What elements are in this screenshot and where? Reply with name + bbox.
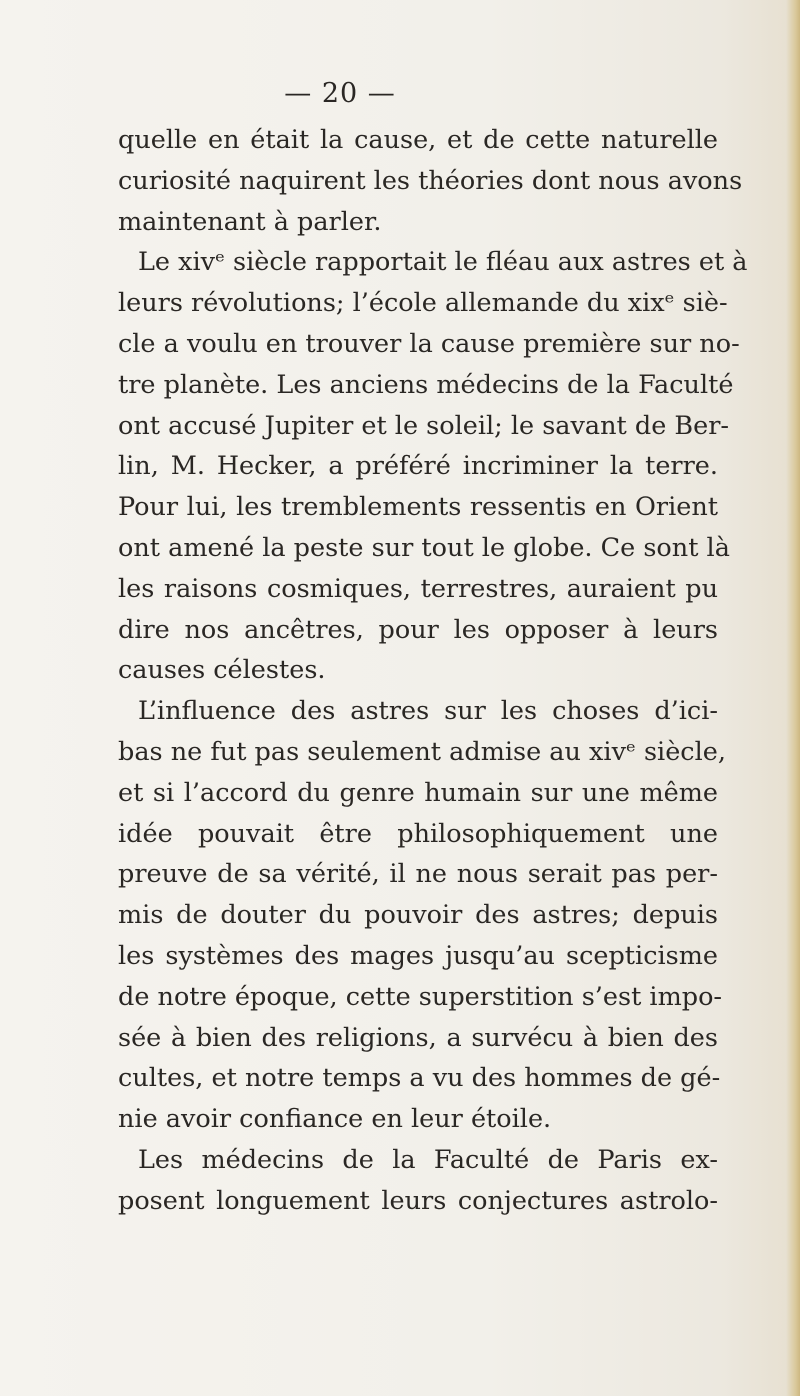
text-line: dire nos ancêtres, pour les opposer à leurs <box>118 614 718 645</box>
text-line: L’influence des astres sur les choses d’ici- <box>138 696 718 727</box>
text-line: mis de douter du pouvoir des astres; depuis <box>118 900 718 931</box>
page-number: — 20 — <box>284 78 396 109</box>
text-line: Pour lui, les tremblements ressentis en Orient <box>118 492 718 523</box>
text-line: leurs révolutions; l’école allemande du xixᵉ siè- <box>118 288 728 319</box>
text-line: lin, M. Hecker, a préféré incriminer la terre. <box>118 451 718 482</box>
text-line: tre planète. Les anciens médecins de la Faculté <box>118 369 734 400</box>
text-line: nie avoir confiance en leur étoile. <box>118 1104 552 1135</box>
text-line: ont amené la peste sur tout le globe. Ce sont là <box>118 532 730 563</box>
text-line: maintenant à parler. <box>118 206 382 237</box>
text-line: de notre époque, cette superstition s’est impo- <box>118 981 723 1012</box>
text-line: causes célestes. <box>118 655 326 686</box>
text-line: les systèmes des mages jusqu’au scepticisme <box>118 940 718 971</box>
text-line: Les médecins de la Faculté de Paris ex- <box>138 1144 718 1175</box>
text-line: cultes, et notre temps a vu des hommes de gé- <box>118 1063 721 1094</box>
page-edge <box>786 0 800 1396</box>
text-line: bas ne fut pas seulement admise au xivᵉ siècle, <box>118 736 726 767</box>
text-line: et si l’accord du genre humain sur une même <box>118 777 718 808</box>
body-text <box>118 120 748 1222</box>
text-line: Le xivᵉ siècle rapportait le fléau aux astres et à <box>138 247 748 278</box>
text-line: cle a voulu en trouver la cause première sur no- <box>118 328 740 359</box>
text-line: ont accusé Jupiter et le soleil; le savant de Ber- <box>118 410 730 441</box>
text-line: preuve de sa vérité, il ne nous serait pas per- <box>118 859 718 890</box>
text-line: idée pouvait être philosophiquement une <box>118 818 718 849</box>
text-line: posent longuement leurs conjectures astrolo- <box>118 1185 718 1216</box>
text-line: quelle en était la cause, et de cette naturelle <box>118 125 718 155</box>
text-line: sée à bien des religions, a survécu à bien des <box>118 1022 718 1053</box>
text-line: curiosité naquirent les théories dont nous avons <box>118 165 743 196</box>
text-line: les raisons cosmiques, terrestres, auraient pu <box>118 573 718 604</box>
